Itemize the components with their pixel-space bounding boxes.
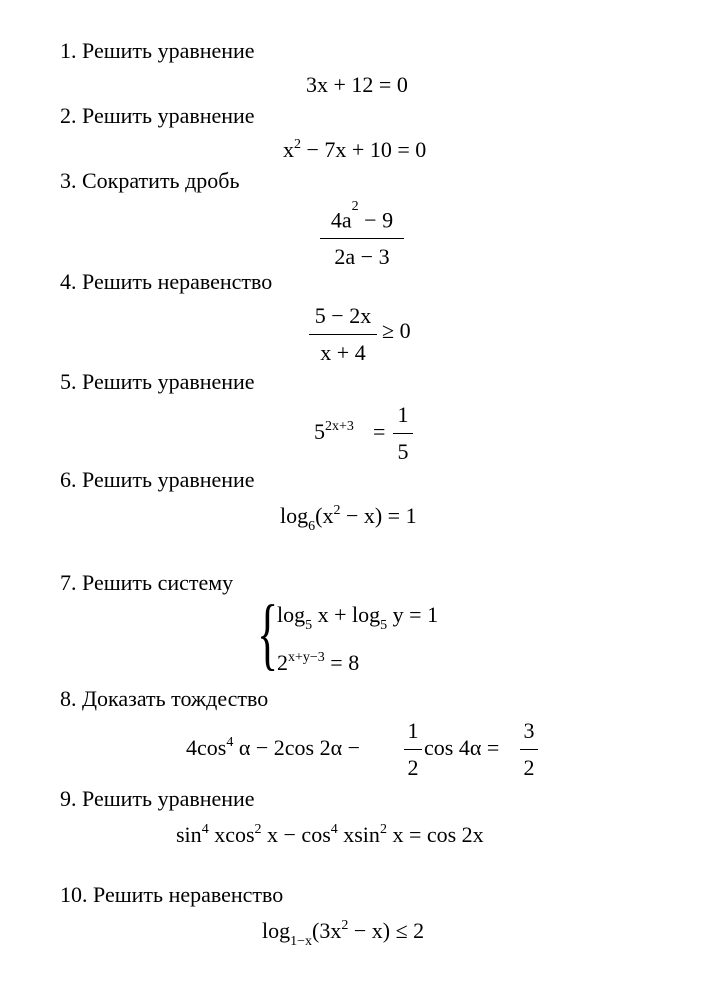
task-5-fraction: 1 5 [393, 402, 413, 465]
task-5-lhs: $5^{2x+3}$ [314, 419, 354, 444]
task-6-formula: $\log_6(x^2 - x) = 1$ [280, 503, 417, 534]
task-9-formula: $\sin^4 xcos^2$ $x - \cos^4 xsin^2$ x = cos 2x [176, 822, 484, 847]
task-4-rhs: ≥ 0 [382, 318, 411, 343]
task-10-formula: $\log_{1-x}(3x^2 - x) \le 2$ [262, 918, 425, 949]
task-7-line-1: $\log_5 x + \log_5 y = 1$ [277, 602, 439, 633]
task-7-title: 7. Решить систему [60, 570, 234, 595]
task-10-title: 10. Решить неравенство [60, 882, 284, 907]
task-4-fraction: 5 − 2x x + 4 [309, 303, 377, 366]
task-2-title: 2. Решить уравнение [60, 103, 255, 128]
task-3-title: 3. Сократить дробь [60, 168, 240, 193]
task-5-title: 5. Решить уравнение [60, 369, 255, 394]
task-8-fraction-1: 1 2 [404, 718, 422, 781]
task-3-fraction: $4a^2 - 9$ 2a − 3 [320, 203, 404, 270]
task-8-title: 8. Доказать тождество [60, 686, 269, 711]
task-2-formula: $x^2 - 7x + 10 = 0$ [283, 137, 427, 162]
task-8-fraction-2: 3 2 [520, 718, 538, 781]
task-5-equals: = [373, 419, 386, 444]
task-6-title: 6. Решить уравнение [60, 467, 255, 492]
task-1-title: 1. Решить уравнение [60, 38, 255, 63]
system-brace: { [257, 590, 279, 678]
task-1-formula: 3x + 12 = 0 [306, 72, 408, 97]
task-8-part-a: $4\cos^4$ α − 2cos 2α − [186, 735, 361, 760]
task-8-part-b: cos 4α = [424, 735, 500, 760]
task-4-title: 4. Решить неравенство [60, 269, 273, 294]
task-7-line-2: $2^{x+y-3} = 8$ [277, 650, 360, 675]
task-9-title: 9. Решить уравнение [60, 786, 255, 811]
